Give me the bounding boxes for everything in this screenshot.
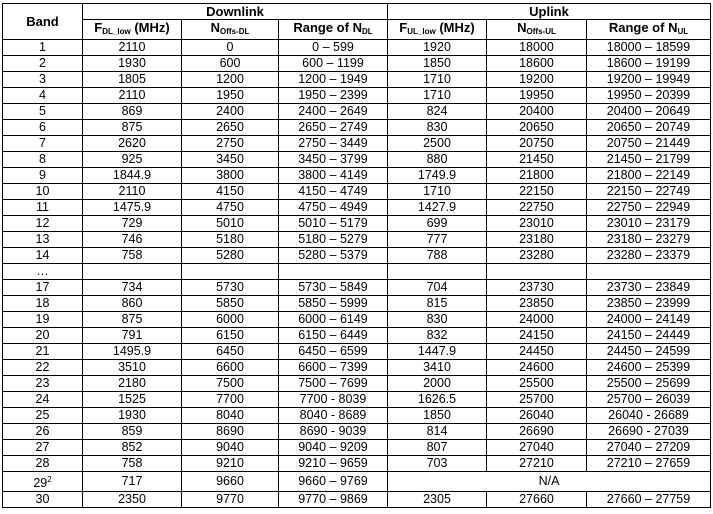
fdl-low-cell: 860 xyxy=(83,296,182,312)
fdl-low-cell: 758 xyxy=(83,456,182,472)
table-row xyxy=(3,40,711,56)
ful-low-cell: 3410 xyxy=(388,360,487,376)
ful-low-cell: 815 xyxy=(388,296,487,312)
band-cell xyxy=(3,280,83,296)
fdl-low-cell: 2110 xyxy=(83,40,182,56)
nul-range-cell: 22150 – 22749 xyxy=(587,184,711,200)
fdl-low-cell: 925 xyxy=(83,152,182,168)
noffs-dl-cell: 8690 xyxy=(182,424,279,440)
fdl-low-cell: 852 xyxy=(83,440,182,456)
noffs-dl-cell: 9210 xyxy=(182,456,279,472)
ful-low-cell: 1710 xyxy=(388,184,487,200)
table-row xyxy=(3,104,711,120)
nul-range-cell: 24450 – 24599 xyxy=(587,344,711,360)
ful-low-cell: 830 xyxy=(388,312,487,328)
table-row xyxy=(3,440,711,456)
table-row xyxy=(3,424,711,440)
ful-low-cell: 2500 xyxy=(388,136,487,152)
ful-low-cell: 777 xyxy=(388,232,487,248)
nul-range-cell: 24150 – 24449 xyxy=(587,328,711,344)
ndl-range-cell: 5180 – 5279 xyxy=(279,232,388,248)
ndl-range-cell: 5730 – 5849 xyxy=(279,280,388,296)
fdl-low-cell: 2350 xyxy=(83,492,182,508)
band-number: 24 xyxy=(35,392,50,406)
band-cell xyxy=(3,248,83,264)
table-body xyxy=(3,40,711,508)
nul-range-cell: 20400 – 20649 xyxy=(587,104,711,120)
nul-range-cell: 23010 – 23179 xyxy=(587,216,711,232)
nul-range-cell: 23180 – 23279 xyxy=(587,232,711,248)
ndl-range-cell: 5010 – 5179 xyxy=(279,216,388,232)
band-number: 12 xyxy=(35,216,50,230)
table-row xyxy=(3,56,711,72)
noffs-dl-cell: 2650 xyxy=(182,120,279,136)
column-header-row xyxy=(3,20,711,40)
ndl-range-cell: 600 – 1199 xyxy=(279,56,388,72)
ndl-range-cell: 3800 – 4149 xyxy=(279,168,388,184)
ndl-range-cell: 1200 – 1949 xyxy=(279,72,388,88)
table-row xyxy=(3,184,711,200)
nul-range-cell: 24000 – 24149 xyxy=(587,312,711,328)
ndl-range-cell: 9770 – 9869 xyxy=(279,492,388,508)
table-row xyxy=(3,232,711,248)
band-cell xyxy=(3,216,83,232)
noffs-dl-cell: 6150 xyxy=(182,328,279,344)
band-footnote-marker: 2 xyxy=(47,475,52,484)
earfcn-band-table xyxy=(2,3,711,508)
ful-low-cell: 832 xyxy=(388,328,487,344)
band-number: 8 xyxy=(39,152,46,166)
band-number: 6 xyxy=(39,120,46,134)
nul-range-cell: 23730 – 23849 xyxy=(587,280,711,296)
downlink-header: Downlink xyxy=(83,4,388,20)
band-cell xyxy=(3,312,83,328)
ndl-range-cell: 7500 – 7699 xyxy=(279,376,388,392)
table-row xyxy=(3,136,711,152)
ndl-range-cell: 0 – 599 xyxy=(279,40,388,56)
band-number: 29 xyxy=(33,476,48,490)
band-number: 4 xyxy=(39,88,46,102)
ful-low-cell: 1850 xyxy=(388,56,487,72)
fdl-low-cell: 3510 xyxy=(83,360,182,376)
noffs-ul-cell: 25500 xyxy=(487,376,587,392)
table-row xyxy=(3,168,711,184)
band-cell xyxy=(3,408,83,424)
table-row xyxy=(3,408,711,424)
noffs-dl-cell: 0 xyxy=(182,40,279,56)
nul-range-cell: 27210 – 27659 xyxy=(587,456,711,472)
table-row xyxy=(3,216,711,232)
ndl-range-cell xyxy=(279,264,388,280)
band-number: 5 xyxy=(39,104,46,118)
band-cell xyxy=(3,360,83,376)
band-cell xyxy=(3,492,83,508)
ful-low-cell: 880 xyxy=(388,152,487,168)
nul-range-cell: 27660 – 27759 xyxy=(587,492,711,508)
ful-low-cell: 1447.9 xyxy=(388,344,487,360)
noffs-ul-cell: 21800 xyxy=(487,168,587,184)
noffs-ul-cell: 22150 xyxy=(487,184,587,200)
nul-range-header: Range of $N_{UL}$ xyxy=(587,20,711,40)
band-number: 14 xyxy=(35,248,50,262)
band-cell xyxy=(3,56,83,72)
table-row xyxy=(3,360,711,376)
ful-low-cell: 1850 xyxy=(388,408,487,424)
nul-range-cell: 23850 – 23999 xyxy=(587,296,711,312)
fdl-low-cell: 746 xyxy=(83,232,182,248)
nul-range-cell: 23280 – 23379 xyxy=(587,248,711,264)
noffs-ul-cell: 25700 xyxy=(487,392,587,408)
noffs-ul-cell: 18600 xyxy=(487,56,587,72)
fdl-low-cell: 2620 xyxy=(83,136,182,152)
band-cell xyxy=(3,88,83,104)
noffs-ul-cell: 24150 xyxy=(487,328,587,344)
fdl-low-cell: 1844.9 xyxy=(83,168,182,184)
noffs-ul-cell: 19950 xyxy=(487,88,587,104)
band-cell xyxy=(3,264,83,280)
fdl-low-cell xyxy=(83,264,182,280)
band-cell xyxy=(3,376,83,392)
band-number: 25 xyxy=(35,408,50,422)
ndl-range-cell: 9040 – 9209 xyxy=(279,440,388,456)
table-row xyxy=(3,152,711,168)
nul-range-cell: 20750 – 21449 xyxy=(587,136,711,152)
noffs-dl-cell: 6600 xyxy=(182,360,279,376)
fdl-low-cell: 1495.9 xyxy=(83,344,182,360)
ful-low-cell: 703 xyxy=(388,456,487,472)
band-cell xyxy=(3,232,83,248)
noffs-ul-header: $N_{Offs-UL}$ xyxy=(487,20,587,40)
noffs-dl-cell: 3800 xyxy=(182,168,279,184)
ful-low-cell: 1427.9 xyxy=(388,200,487,216)
band-number: 30 xyxy=(35,492,50,506)
noffs-dl-cell: 5280 xyxy=(182,248,279,264)
band-cell xyxy=(3,440,83,456)
fdl-low-cell: 734 xyxy=(83,280,182,296)
nul-range-cell: 18000 – 18599 xyxy=(587,40,711,56)
noffs-dl-cell: 600 xyxy=(182,56,279,72)
nul-range-cell: 20650 – 20749 xyxy=(587,120,711,136)
ndl-range-cell: 9660 – 9769 xyxy=(279,472,388,492)
table-row xyxy=(3,280,711,296)
noffs-ul-cell: 20750 xyxy=(487,136,587,152)
fdl-low-header: $F_{DL\_low}$ (MHz) xyxy=(83,20,182,40)
noffs-dl-cell: 5010 xyxy=(182,216,279,232)
band-cell xyxy=(3,392,83,408)
nul-range-cell: 26040 - 26689 xyxy=(587,408,711,424)
table-row xyxy=(3,492,711,508)
table-row xyxy=(3,328,711,344)
ndl-range-cell: 6000 – 6149 xyxy=(279,312,388,328)
ful-low-cell: 704 xyxy=(388,280,487,296)
band-number: 19 xyxy=(35,312,50,326)
ful-low-cell: 830 xyxy=(388,120,487,136)
band-number: 17 xyxy=(35,280,50,294)
fdl-low-cell: 729 xyxy=(83,216,182,232)
ndl-range-cell: 8040 - 8689 xyxy=(279,408,388,424)
noffs-dl-cell: 4150 xyxy=(182,184,279,200)
noffs-dl-cell: 2750 xyxy=(182,136,279,152)
ndl-range-cell: 2650 – 2749 xyxy=(279,120,388,136)
band-number: 9 xyxy=(39,168,46,182)
noffs-ul-cell: 23010 xyxy=(487,216,587,232)
ndl-range-cell: 8690 - 9039 xyxy=(279,424,388,440)
noffs-ul-cell: 27040 xyxy=(487,440,587,456)
noffs-dl-cell: 3450 xyxy=(182,152,279,168)
band-cell xyxy=(3,456,83,472)
ndl-range-cell: 9210 – 9659 xyxy=(279,456,388,472)
ful-low-cell: 1710 xyxy=(388,72,487,88)
table-row xyxy=(3,472,711,492)
nul-range-cell xyxy=(587,264,711,280)
noffs-ul-cell: 20400 xyxy=(487,104,587,120)
band-number: 10 xyxy=(35,184,50,198)
noffs-dl-cell: 1950 xyxy=(182,88,279,104)
noffs-dl-header: $N_{Offs-DL}$ xyxy=(182,20,279,40)
band-number: 13 xyxy=(35,232,50,246)
noffs-dl-cell: 5730 xyxy=(182,280,279,296)
fdl-low-cell: 791 xyxy=(83,328,182,344)
band-cell xyxy=(3,472,83,492)
noffs-ul-cell xyxy=(487,264,587,280)
noffs-ul-cell: 27660 xyxy=(487,492,587,508)
ndl-range-cell: 6150 – 6449 xyxy=(279,328,388,344)
ndl-range-cell: 6450 – 6599 xyxy=(279,344,388,360)
table-row xyxy=(3,376,711,392)
ndl-range-cell: 6600 – 7399 xyxy=(279,360,388,376)
table-row xyxy=(3,312,711,328)
fdl-low-cell: 758 xyxy=(83,248,182,264)
noffs-ul-cell: 21450 xyxy=(487,152,587,168)
noffs-ul-cell: 18000 xyxy=(487,40,587,56)
nul-range-cell: 25500 – 25699 xyxy=(587,376,711,392)
nul-range-cell: 21450 – 21799 xyxy=(587,152,711,168)
ndl-range-cell: 7700 - 8039 xyxy=(279,392,388,408)
table-row xyxy=(3,344,711,360)
ful-low-cell: 824 xyxy=(388,104,487,120)
fdl-low-cell: 1930 xyxy=(83,408,182,424)
noffs-dl-cell: 7500 xyxy=(182,376,279,392)
noffs-ul-cell: 23730 xyxy=(487,280,587,296)
nul-range-cell: 19200 – 19949 xyxy=(587,72,711,88)
nul-range-cell: 18600 – 19199 xyxy=(587,56,711,72)
nul-range-cell: 26690 - 27039 xyxy=(587,424,711,440)
ful-low-cell: 1626.5 xyxy=(388,392,487,408)
ful-low-cell: 1920 xyxy=(388,40,487,56)
noffs-dl-cell: 5850 xyxy=(182,296,279,312)
table-row xyxy=(3,120,711,136)
band-number: 27 xyxy=(35,440,50,454)
fdl-low-cell: 2110 xyxy=(83,184,182,200)
noffs-ul-cell: 24450 xyxy=(487,344,587,360)
ful-low-cell xyxy=(388,264,487,280)
band-number: 26 xyxy=(35,424,50,438)
ndl-range-cell: 1950 – 2399 xyxy=(279,88,388,104)
noffs-ul-cell: 24600 xyxy=(487,360,587,376)
fdl-low-cell: 875 xyxy=(83,120,182,136)
fdl-low-cell: 2180 xyxy=(83,376,182,392)
uplink-not-applicable-cell: N/A xyxy=(388,472,711,492)
table-row xyxy=(3,456,711,472)
noffs-ul-cell: 23180 xyxy=(487,232,587,248)
band-number: 28 xyxy=(35,456,50,470)
nul-range-cell: 24600 – 25399 xyxy=(587,360,711,376)
band-number: 3 xyxy=(39,72,46,86)
table-row xyxy=(3,392,711,408)
fdl-low-cell: 1805 xyxy=(83,72,182,88)
noffs-dl-cell: 9660 xyxy=(182,472,279,492)
ndl-range-cell: 5280 – 5379 xyxy=(279,248,388,264)
table-row xyxy=(3,200,711,216)
ful-low-cell: 807 xyxy=(388,440,487,456)
noffs-ul-cell: 22750 xyxy=(487,200,587,216)
band-number: 22 xyxy=(35,360,50,374)
nul-range-cell: 27040 – 27209 xyxy=(587,440,711,456)
table-row xyxy=(3,296,711,312)
nul-range-cell: 25700 – 26039 xyxy=(587,392,711,408)
band-cell xyxy=(3,72,83,88)
table-row xyxy=(3,72,711,88)
noffs-dl-cell: 8040 xyxy=(182,408,279,424)
band-cell xyxy=(3,168,83,184)
table-row xyxy=(3,248,711,264)
ful-low-cell: 1749.9 xyxy=(388,168,487,184)
noffs-dl-cell: 9770 xyxy=(182,492,279,508)
ndl-range-cell: 4150 – 4749 xyxy=(279,184,388,200)
noffs-dl-cell: 6000 xyxy=(182,312,279,328)
ndl-range-cell: 4750 – 4949 xyxy=(279,200,388,216)
noffs-ul-cell: 26040 xyxy=(487,408,587,424)
noffs-ul-cell: 26690 xyxy=(487,424,587,440)
ful-low-cell: 699 xyxy=(388,216,487,232)
ful-low-cell: 1710 xyxy=(388,88,487,104)
band-number: 23 xyxy=(35,376,50,390)
noffs-ul-cell: 19200 xyxy=(487,72,587,88)
noffs-dl-cell: 4750 xyxy=(182,200,279,216)
noffs-dl-cell: 6450 xyxy=(182,344,279,360)
fdl-low-cell: 1930 xyxy=(83,56,182,72)
band-cell xyxy=(3,296,83,312)
band-cell xyxy=(3,104,83,120)
group-header-row xyxy=(3,4,711,20)
noffs-dl-cell xyxy=(182,264,279,280)
ful-low-cell: 814 xyxy=(388,424,487,440)
ful-low-cell: 2305 xyxy=(388,492,487,508)
band-number: … xyxy=(36,264,49,278)
band-number: 2 xyxy=(39,56,46,70)
ndl-range-header: Range of $N_{DL}$ xyxy=(279,20,388,40)
band-number: 1 xyxy=(39,40,46,54)
table-row xyxy=(3,264,711,280)
noffs-ul-cell: 23850 xyxy=(487,296,587,312)
band-cell xyxy=(3,200,83,216)
fdl-low-cell: 1475.9 xyxy=(83,200,182,216)
fdl-low-cell: 717 xyxy=(83,472,182,492)
band-number: 20 xyxy=(35,328,50,342)
ndl-range-cell: 2400 – 2649 xyxy=(279,104,388,120)
band-number: 18 xyxy=(35,296,50,310)
band-cell xyxy=(3,344,83,360)
nul-range-cell: 21800 – 22149 xyxy=(587,168,711,184)
band-number: 7 xyxy=(39,136,46,150)
band-cell xyxy=(3,184,83,200)
ful-low-cell: 788 xyxy=(388,248,487,264)
band-cell xyxy=(3,152,83,168)
fdl-low-cell: 1525 xyxy=(83,392,182,408)
band-cell xyxy=(3,136,83,152)
nul-range-cell: 19950 – 20399 xyxy=(587,88,711,104)
noffs-dl-cell: 2400 xyxy=(182,104,279,120)
ful-low-cell: 2000 xyxy=(388,376,487,392)
fdl-low-cell: 859 xyxy=(83,424,182,440)
band-cell xyxy=(3,328,83,344)
fdl-low-cell: 869 xyxy=(83,104,182,120)
fdl-low-cell: 875 xyxy=(83,312,182,328)
nul-range-cell: 22750 – 22949 xyxy=(587,200,711,216)
noffs-dl-cell: 7700 xyxy=(182,392,279,408)
noffs-dl-cell: 9040 xyxy=(182,440,279,456)
table-row xyxy=(3,88,711,104)
noffs-ul-cell: 20650 xyxy=(487,120,587,136)
band-cell xyxy=(3,40,83,56)
band-number: 11 xyxy=(36,200,49,214)
band-cell xyxy=(3,120,83,136)
ful-low-header: $F_{UL\_low}$ (MHz) xyxy=(388,20,487,40)
ndl-range-cell: 5850 – 5999 xyxy=(279,296,388,312)
noffs-ul-cell: 24000 xyxy=(487,312,587,328)
fdl-low-cell: 2110 xyxy=(83,88,182,104)
band-header: Band xyxy=(3,4,83,40)
noffs-dl-cell: 1200 xyxy=(182,72,279,88)
band-cell xyxy=(3,424,83,440)
noffs-ul-cell: 23280 xyxy=(487,248,587,264)
noffs-ul-cell: 27210 xyxy=(487,456,587,472)
uplink-header: Uplink xyxy=(388,4,711,20)
ndl-range-cell: 2750 – 3449 xyxy=(279,136,388,152)
band-number: 21 xyxy=(35,344,50,358)
noffs-dl-cell: 5180 xyxy=(182,232,279,248)
ndl-range-cell: 3450 – 3799 xyxy=(279,152,388,168)
